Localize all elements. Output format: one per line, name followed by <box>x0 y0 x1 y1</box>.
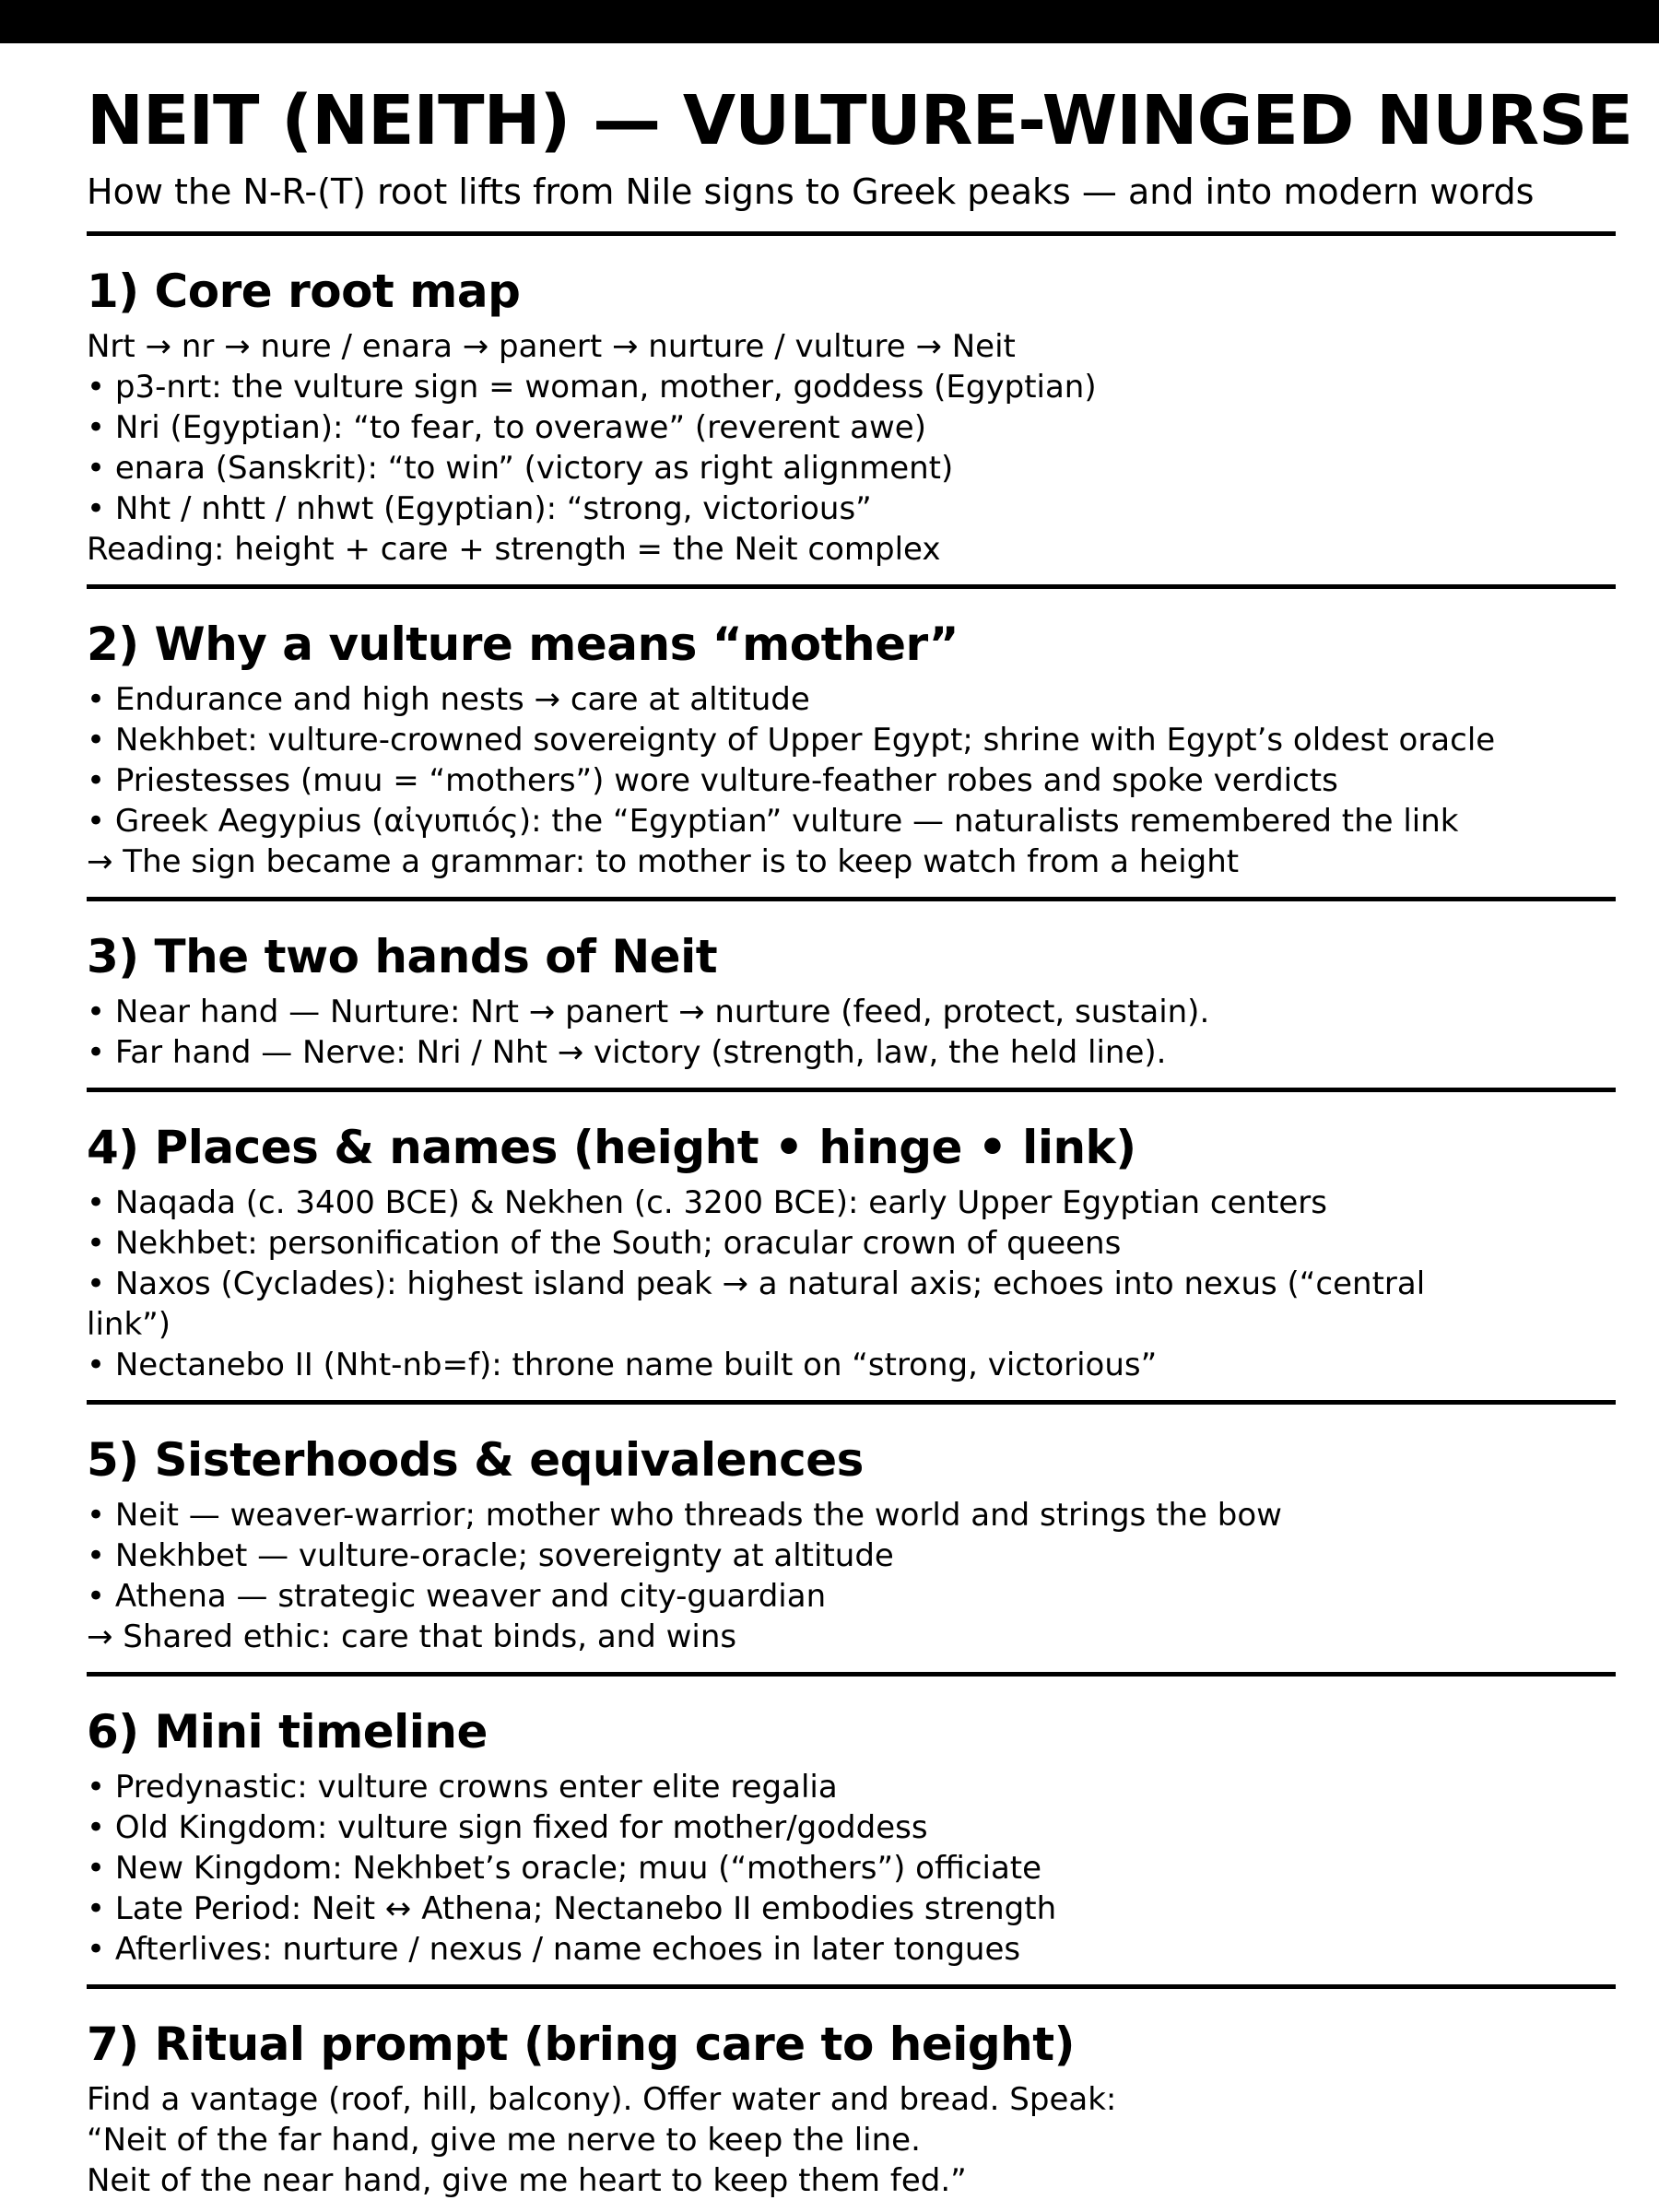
section-divider <box>87 1088 1616 1092</box>
section <box>87 1706 1616 1989</box>
section-heading: 6) Mini timeline <box>87 1705 488 1759</box>
section-heading: 4) Places & names (height • hinge • link) <box>87 1121 1136 1174</box>
top-bar <box>0 0 1659 43</box>
section-heading: 3) The two hands of Neit <box>87 930 718 983</box>
section-line: “Neit of the far hand, give me nerve to keep the line. <box>87 2122 921 2159</box>
section-line: • p3-nrt: the vulture sign = woman, mother, goddess (Egyptian) <box>87 369 1097 406</box>
section-line: • New Kingdom: Nekhbet’s oracle; muu (“mothers”) officiate <box>87 1850 1042 1887</box>
section <box>87 618 1616 901</box>
section <box>87 265 1616 589</box>
section-line: • Predynastic: vulture crowns enter elite regalia <box>87 1769 838 1806</box>
sections-container <box>87 265 1616 2201</box>
section-divider <box>87 584 1616 589</box>
section-line: Find a vantage (roof, hill, balcony). Offer water and bread. Speak: <box>87 2081 1117 2118</box>
section-line: • Naxos (Cyclades): highest island peak → a natural axis; echoes into nexus (“central <box>87 1265 1426 1302</box>
section <box>87 1122 1616 1405</box>
page-title: NEIT (NEITH) — VULTURE-WINGED NURSE <box>87 81 1633 160</box>
section-line: • Naqada (c. 3400 BCE) & Nekhen (c. 3200 BCE): early Upper Egyptian centers <box>87 1184 1327 1221</box>
section-line: • Near hand — Nurture: Nrt → panert → nurture (feed, protect, sustain). <box>87 994 1210 1030</box>
section <box>87 2018 1616 2201</box>
header-divider <box>87 231 1616 236</box>
section-heading: 1) Core root map <box>87 265 521 318</box>
section-line: • Nekhbet: personification of the South; oracular crown of queens <box>87 1225 1122 1262</box>
section-line: • Nekhbet: vulture-crowned sovereignty of Upper Egypt; shrine with Egypt’s oldest oracle <box>87 722 1496 759</box>
section-heading: 5) Sisterhoods & equivalences <box>87 1433 864 1487</box>
section-line: • Nectanebo II (Nht-nb=f): throne name built on “strong, victorious” <box>87 1347 1158 1383</box>
section-line: • Athena — strategic weaver and city-guardian <box>87 1578 827 1615</box>
section-divider <box>87 1984 1616 1989</box>
section-line: • Nri (Egyptian): “to fear, to overawe” (reverent awe) <box>87 409 926 446</box>
section-heading: 7) Ritual prompt (bring care to height) <box>87 2018 1076 2071</box>
section-line: • Endurance and high nests → care at altitude <box>87 681 810 718</box>
section-line: • Nekhbet — vulture-oracle; sovereignty at altitude <box>87 1537 894 1574</box>
section-line: Reading: height + care + strength = the Neit complex <box>87 531 941 568</box>
section-divider <box>87 1400 1616 1405</box>
section-line: • Greek Aegypius (αἰγυπιός): the “Egyptian” vulture — naturalists remembered the link <box>87 803 1459 840</box>
section-line: • Late Period: Neit ↔ Athena; Nectanebo II embodies strength <box>87 1890 1057 1927</box>
section-line: Nrt → nr → nure / enara → panert → nurture / vulture → Neit <box>87 328 1016 365</box>
section-line: → The sign became a grammar: to mother is to keep watch from a height <box>87 843 1240 880</box>
section-line: • Old Kingdom: vulture sign fixed for mother/goddess <box>87 1809 928 1846</box>
section-heading: 2) Why a vulture means “mother” <box>87 618 959 671</box>
section <box>87 1434 1616 1677</box>
section-line: link”) <box>87 1306 171 1343</box>
document <box>87 81 1633 2201</box>
section-line: Neit of the near hand, give me heart to keep them fed.” <box>87 2162 967 2199</box>
section-divider <box>87 1672 1616 1677</box>
section-line: • Neit — weaver-warrior; mother who threads the world and strings the bow <box>87 1497 1282 1534</box>
section-line: • Nht / nhtt / nhwt (Egyptian): “strong, victorious” <box>87 490 872 527</box>
section-line: • Afterlives: nurture / nexus / name echoes in later tongues <box>87 1931 1021 1968</box>
section <box>87 931 1616 1092</box>
section-line: → Shared ethic: care that binds, and wins <box>87 1618 737 1655</box>
section-line: • enara (Sanskrit): “to win” (victory as right alignment) <box>87 450 954 487</box>
page-subtitle: How the N-R-(T) root lifts from Nile signs to Greek peaks — and into modern words <box>87 171 1535 212</box>
section-line: • Priestesses (muu = “mothers”) wore vulture-feather robes and spoke verdicts <box>87 762 1338 799</box>
section-divider <box>87 897 1616 901</box>
section-line: • Far hand — Nerve: Nri / Nht → victory (strength, law, the held line). <box>87 1034 1167 1071</box>
